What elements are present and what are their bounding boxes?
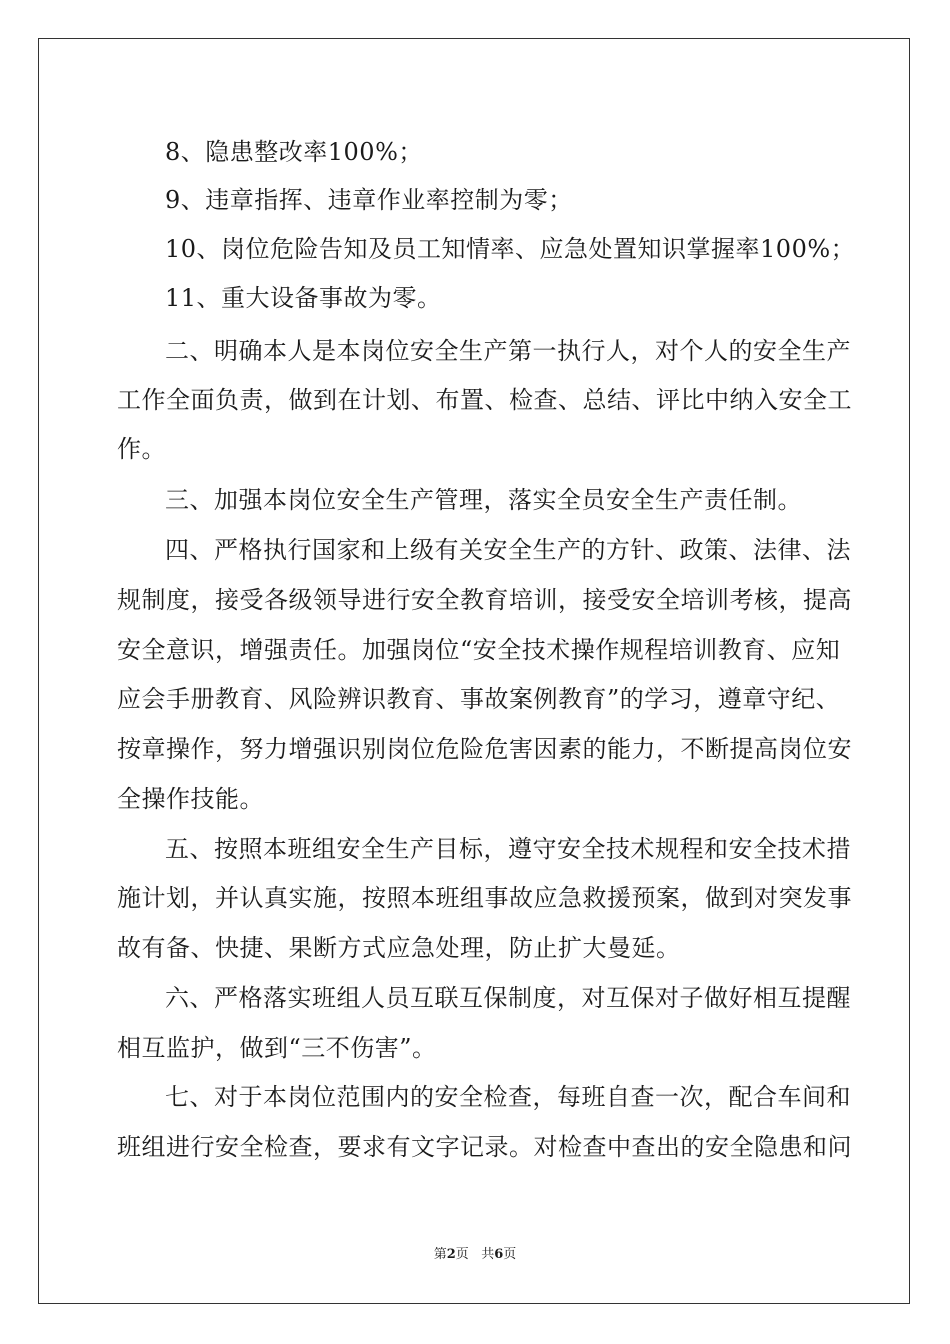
text-line: 11、重大设备事故为零。 [165, 284, 442, 312]
text-line: 六、严格落实班组人员互联互保制度，对互保对子做好相互提醒 [165, 984, 851, 1012]
text-line: 10、岗位危险告知及员工知情率、应急处置知识掌握率100%； [165, 235, 856, 263]
text-line: 作。 [117, 435, 166, 463]
text-line: 工作全面负责，做到在计划、布置、检查、总结、评比中纳入安全工 [117, 386, 852, 414]
page-prefix: 第 [433, 1247, 447, 1262]
page-footer [0, 1246, 950, 1264]
page-current: 2 [446, 1247, 456, 1262]
text-line: 故有备、快捷、果断方式应急处理，防止扩大曼延。 [117, 934, 681, 962]
total-prefix: 共 [481, 1247, 495, 1262]
text-line: 相互监护，做到“三不伤害”。 [117, 1034, 437, 1062]
text-line: 四、严格执行国家和上级有关安全生产的方针、政策、法律、法 [165, 536, 851, 564]
text-line: 安全意识，增强责任。加强岗位“安全技术操作规程培训教育、应知 [117, 636, 841, 664]
text-line: 班组进行安全检查，要求有文字记录。对检查中查出的安全隐患和问 [117, 1133, 852, 1161]
total-suffix: 页 [503, 1247, 517, 1262]
text-line: 按章操作，努力增强识别岗位危险危害因素的能力，不断提高岗位安 [117, 735, 852, 763]
page-border [38, 38, 910, 1304]
page-suffix: 页 [455, 1247, 469, 1262]
text-line: 五、按照本班组安全生产目标，遵守安全技术规程和安全技术措 [165, 835, 851, 863]
text-line: 七、对于本岗位范围内的安全检查，每班自查一次，配合车间和 [165, 1083, 851, 1111]
text-line: 应会手册教育、风险辨识教育、事故案例教育”的学习，遵章守纪、 [117, 685, 841, 713]
text-line: 施计划，并认真实施，按照本班组事故应急救援预案，做到对突发事 [117, 884, 852, 912]
text-line: 规制度，接受各级领导进行安全教育培训，接受安全培训考核，提高 [117, 586, 852, 614]
text-line: 二、明确本人是本岗位安全生产第一执行人，对个人的安全生产 [165, 337, 851, 365]
text-line: 三、加强本岗位安全生产管理，落实全员安全生产责任制。 [165, 486, 802, 514]
text-line: 8、隐患整改率100%； [165, 138, 423, 166]
text-line: 9、违章指挥、违章作业率控制为零； [165, 186, 573, 214]
page-total: 6 [494, 1247, 504, 1262]
text-line: 全操作技能。 [117, 785, 264, 813]
